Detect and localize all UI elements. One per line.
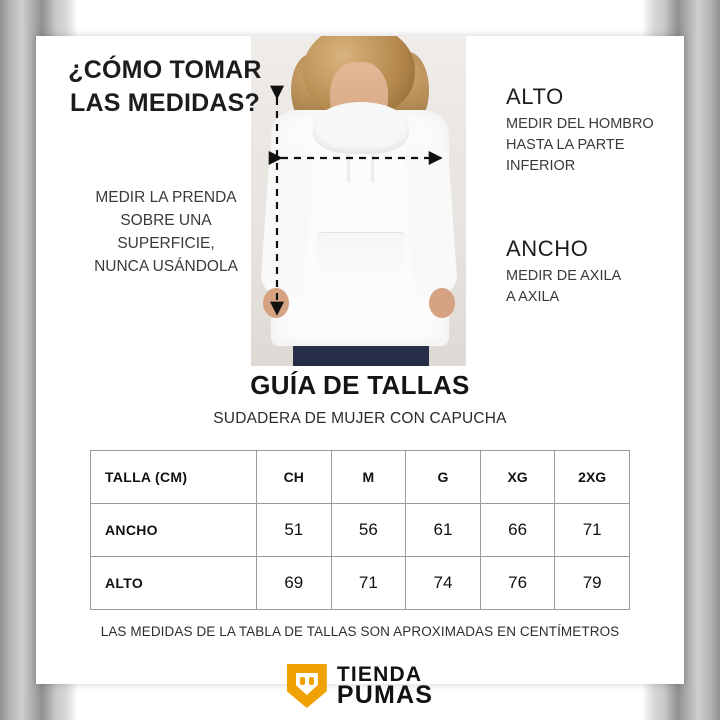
size-table-footnote: LAS MEDIDAS DE LA TABLA DE TALLAS SON APROXIMADAS EN CENTÍMETROS (100, 624, 620, 639)
brand-line2: PUMAS (336, 681, 434, 710)
height-description-line1: MEDIR DEL HOMBRO (506, 116, 654, 132)
width-description-line1: MEDIR DE AXILA (506, 268, 622, 284)
table-header-cell: 2XG (555, 451, 630, 504)
table-cell: 61 (406, 504, 481, 557)
table-row (91, 557, 630, 610)
instructions-line2: SOBRE UNA (120, 212, 212, 229)
shield-eye-right (309, 677, 314, 685)
brand-footer (0, 654, 720, 718)
table-cell: 71 (331, 557, 406, 610)
brand-line1: TIENDA (336, 662, 423, 686)
size-guide-title: GUÍA DE TALLAS (250, 370, 470, 400)
table-header-cell: M (331, 451, 406, 504)
height-label: ALTO (506, 84, 564, 109)
width-description (506, 266, 684, 308)
white-sheet (36, 36, 684, 684)
table-cell: 71 (555, 504, 630, 557)
row-label: ANCHO (91, 504, 257, 557)
height-description-line3: INFERIOR (506, 158, 576, 174)
table-header-cell: XG (480, 451, 555, 504)
table-cell: 66 (480, 504, 555, 557)
height-description-line2: HASTA LA PARTE (506, 137, 625, 153)
shield-eye-left (300, 677, 305, 685)
table-cell: 74 (406, 557, 481, 610)
table-cell: 56 (331, 504, 406, 557)
puma-shield-icon (287, 664, 327, 708)
table-header-row (91, 451, 630, 504)
page-title (40, 54, 290, 120)
row-label: ALTO (91, 557, 257, 610)
top-section (36, 36, 684, 366)
page-title-line1: ¿CÓMO TOMAR (68, 56, 262, 84)
size-guide-subtitle: SUDADERA DE MUJER CON CAPUCHA (213, 410, 507, 427)
table-row (91, 504, 630, 557)
instructions-line3: SUPERFICIE, (117, 235, 215, 252)
instructions-line1: MEDIR LA PRENDA (95, 189, 237, 206)
brand-wordmark (336, 662, 434, 710)
height-description (506, 114, 684, 177)
table-header-cell: G (406, 451, 481, 504)
page-title-line2: LAS MEDIDAS? (70, 89, 260, 117)
table-cell: 76 (480, 557, 555, 610)
instructions-text (50, 186, 282, 278)
instructions-line4: NUNCA USÁNDOLA (94, 258, 238, 275)
table-cell: 69 (257, 557, 332, 610)
table-header-cell: TALLA (CM) (91, 451, 257, 504)
table-cell: 51 (257, 504, 332, 557)
table-header-cell: CH (257, 451, 332, 504)
table-cell: 79 (555, 557, 630, 610)
width-description-line2: A AXILA (506, 289, 560, 305)
size-table (90, 450, 630, 610)
width-label: ANCHO (506, 236, 589, 261)
